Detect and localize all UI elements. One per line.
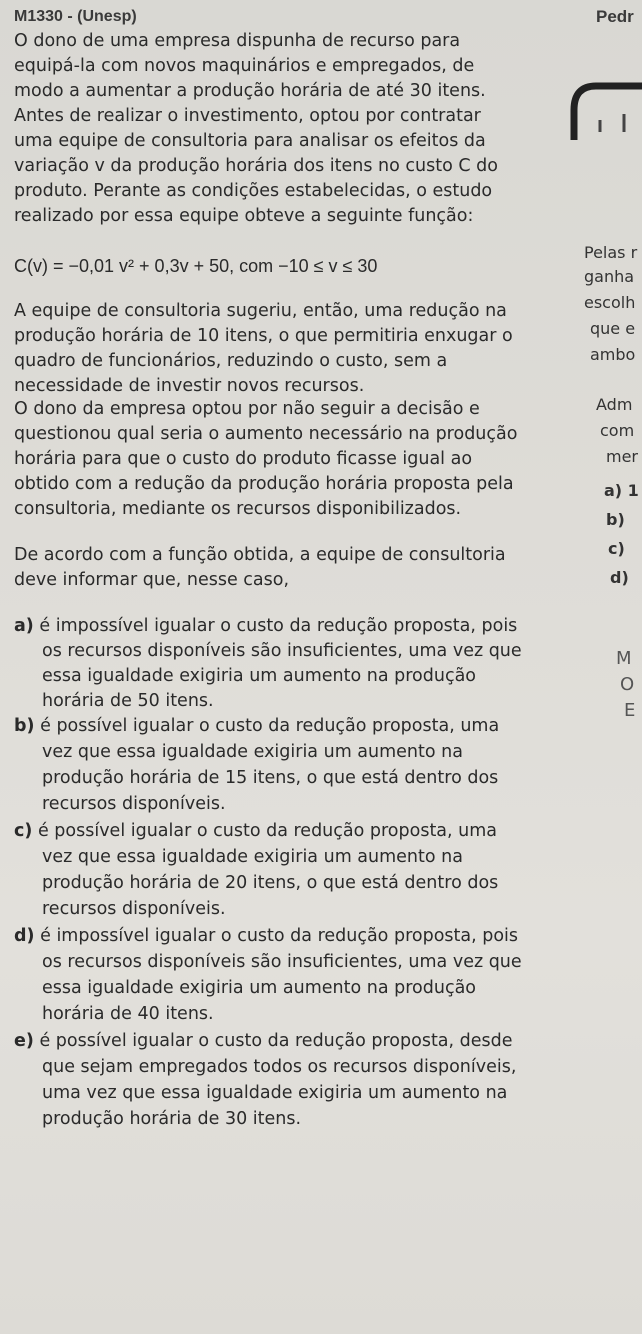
option-line [14,1030,513,1052]
option-line: os recursos disponíveis são insuficientes, uma vez que [42,952,522,972]
body-line: produção horária de 10 itens, o que permitiria enxugar o [14,326,513,346]
side-fragment: M [616,648,632,669]
option-line [14,925,518,947]
side-fragment: ganha [584,267,635,286]
option-line [14,615,517,637]
body-line: questionou qual seria o aumento necessário na produção [14,424,518,444]
option-line: essa igualdade exigiria um aumento na produção [42,666,477,686]
intro-line: modo a aumentar a produção horária de até 30 itens. [14,81,486,101]
option-text: é possível igualar o custo da redução proposta, uma [37,821,498,841]
option-line: produção horária de 20 itens, o que está dentro dos [42,873,499,893]
body-line: O dono da empresa optou por não seguir a decisão e [14,399,480,419]
body-line: necessidade de investir novos recursos. [14,376,365,396]
option-text: é impossível igualar o custo da redução proposta, pois [40,926,519,946]
side-fragment: ambo [590,345,636,364]
side-fragment: a) 1 [604,481,639,500]
body-line: A equipe de consultoria sugeriu, então, uma redução na [14,301,507,321]
option-line: horária de 50 itens. [42,691,214,711]
option-text: é impossível igualar o custo da redução proposta, pois [39,616,518,636]
option-line: os recursos disponíveis são insuficientes, uma vez que [42,641,522,661]
intro-line: uma equipe de consultoria para analisar os efeitos da [14,131,486,151]
option-label: c) [14,821,33,841]
side-fragment: d) [610,568,629,587]
body-line: horária para que o custo do produto ficasse igual ao [14,449,473,469]
body-line: consultoria, mediante os recursos disponibilizados. [14,499,462,519]
side-fragment: escolh [584,293,636,312]
intro-line: produto. Perante as condições estabelecidas, o estudo [14,181,493,201]
option-line: vez que essa igualdade exigiria um aumento na [42,847,463,867]
partial-figure-icon [566,80,642,190]
side-fragment: b) [606,510,625,529]
question-code: M1330 - (Unesp) [14,8,137,25]
option-line: que sejam empregados todos os recursos disponíveis, [42,1057,517,1077]
side-fragment: com [600,421,635,440]
intro-line: variação v da produção horária dos itens no custo C do [14,156,498,176]
option-text: é possível igualar o custo da redução proposta, desde [39,1031,513,1051]
intro-line: O dono de uma empresa dispunha de recurso para [14,31,461,51]
intro-line: Antes de realizar o investimento, optou por contratar [14,106,481,126]
option-label: b) [14,716,35,736]
option-label: d) [14,926,35,946]
option-text: é possível igualar o custo da redução proposta, uma [40,716,500,736]
option-line: vez que essa igualdade exigiria um aumento na [42,742,463,762]
side-fragment: mer [606,447,639,466]
body-line: De acordo com a função obtida, a equipe de consultoria [14,545,506,565]
option-line: produção horária de 30 itens. [42,1109,302,1129]
side-fragment: Pelas r [584,243,638,262]
side-fragment: c) [608,539,625,558]
option-line [14,715,499,737]
intro-line: equipá-la com novos maquinários e empregados, de [14,56,475,76]
cost-function-formula: C(v) = −0,01 v² + 0,3v + 50, com −10 ≤ v ≤ 30 [14,256,378,276]
option-line: uma vez que essa igualdade exigiria um aumento na [42,1083,508,1103]
next-question-fragment: Pedr [596,7,634,26]
option-label: a) [14,616,34,636]
side-fragment: E [624,700,636,721]
option-line [14,820,497,842]
side-fragment: Adm [596,395,633,414]
option-label: e) [14,1031,34,1051]
option-line: recursos disponíveis. [42,899,226,919]
option-line: horária de 40 itens. [42,1004,214,1024]
option-line: produção horária de 15 itens, o que está dentro dos [42,768,499,788]
body-line: deve informar que, nesse caso, [14,570,290,590]
side-fragment: que e [590,319,636,338]
option-line: recursos disponíveis. [42,794,226,814]
body-line: quadro de funcionários, reduzindo o custo, sem a [14,351,448,371]
body-line: obtido com a redução da produção horária proposta pela [14,474,514,494]
option-line: essa igualdade exigiria um aumento na produção [42,978,477,998]
intro-line: realizado por essa equipe obteve a seguinte função: [14,206,474,226]
side-fragment: O [620,674,635,695]
